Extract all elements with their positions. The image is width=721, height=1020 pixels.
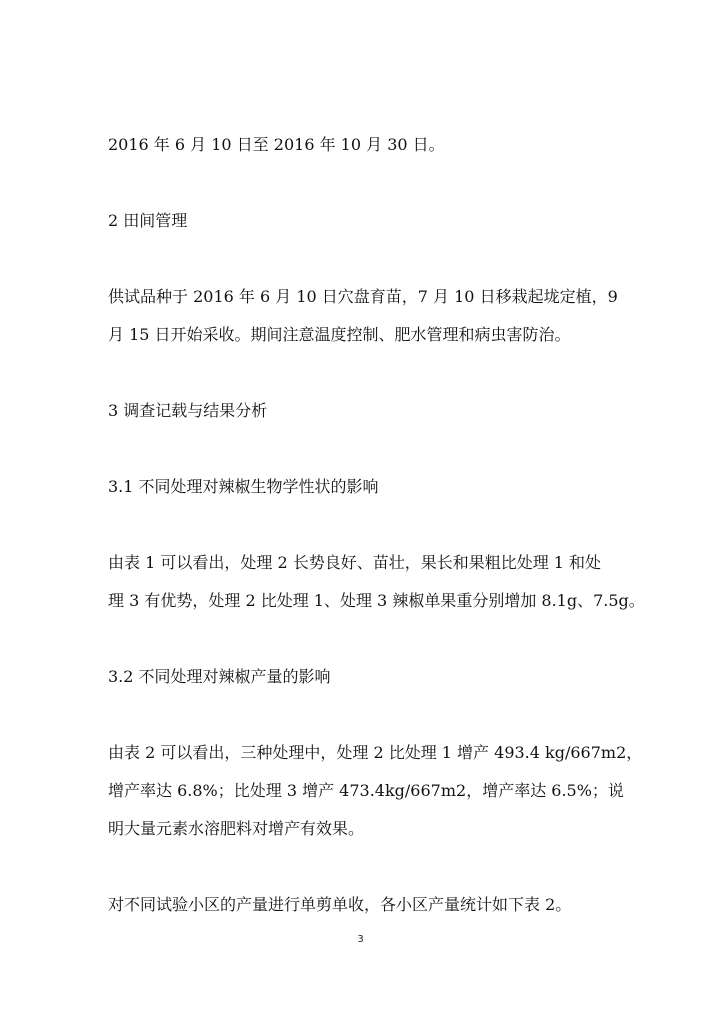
paragraph-line: 理 3 有优势，处理 2 比处理 1、处理 3 辣椒单果重分别增加 8.1g、7.5g。 [108,591,645,610]
paragraph-line: 月 15 日开始采收。期间注意温度控制、肥水管理和病虫害防治。 [108,325,571,344]
paragraph-line: 由表 2 可以看出，三种处理中，处理 2 比处理 1 增产 493.4 kg/667m2， [108,743,643,762]
subsection-heading-yield: 3.2 不同处理对辣椒产量的影响 [108,667,331,686]
page-number: 3 [357,934,364,945]
date-range-line: 2016 年 6 月 10 日至 2016 年 10 月 30 日。 [108,135,445,154]
paragraph-line: 由表 1 可以看出，处理 2 长势良好、苗壮，果长和果粗比处理 1 和处 [108,553,602,572]
paragraph-line: 增产率达 6.8%；比处理 3 增产 473.4kg/667m2，增产率达 6.5%；说 [108,781,624,800]
paragraph-line: 供试品种于 2016 年 6 月 10 日穴盘育苗，7 月 10 日移栽起垅定植，9 [108,287,618,306]
paragraph-line: 对不同试验小区的产量进行单剪单收，各小区产量统计如下表 2。 [108,895,572,914]
section-heading-survey-analysis: 3 调查记载与结果分析 [108,401,268,420]
section-heading-field-management: 2 田间管理 [108,211,188,230]
paragraph-line: 明大量元素水溶肥料对增产有效果。 [108,819,365,838]
subsection-heading-biological-traits: 3.1 不同处理对辣椒生物学性状的影响 [108,477,379,496]
